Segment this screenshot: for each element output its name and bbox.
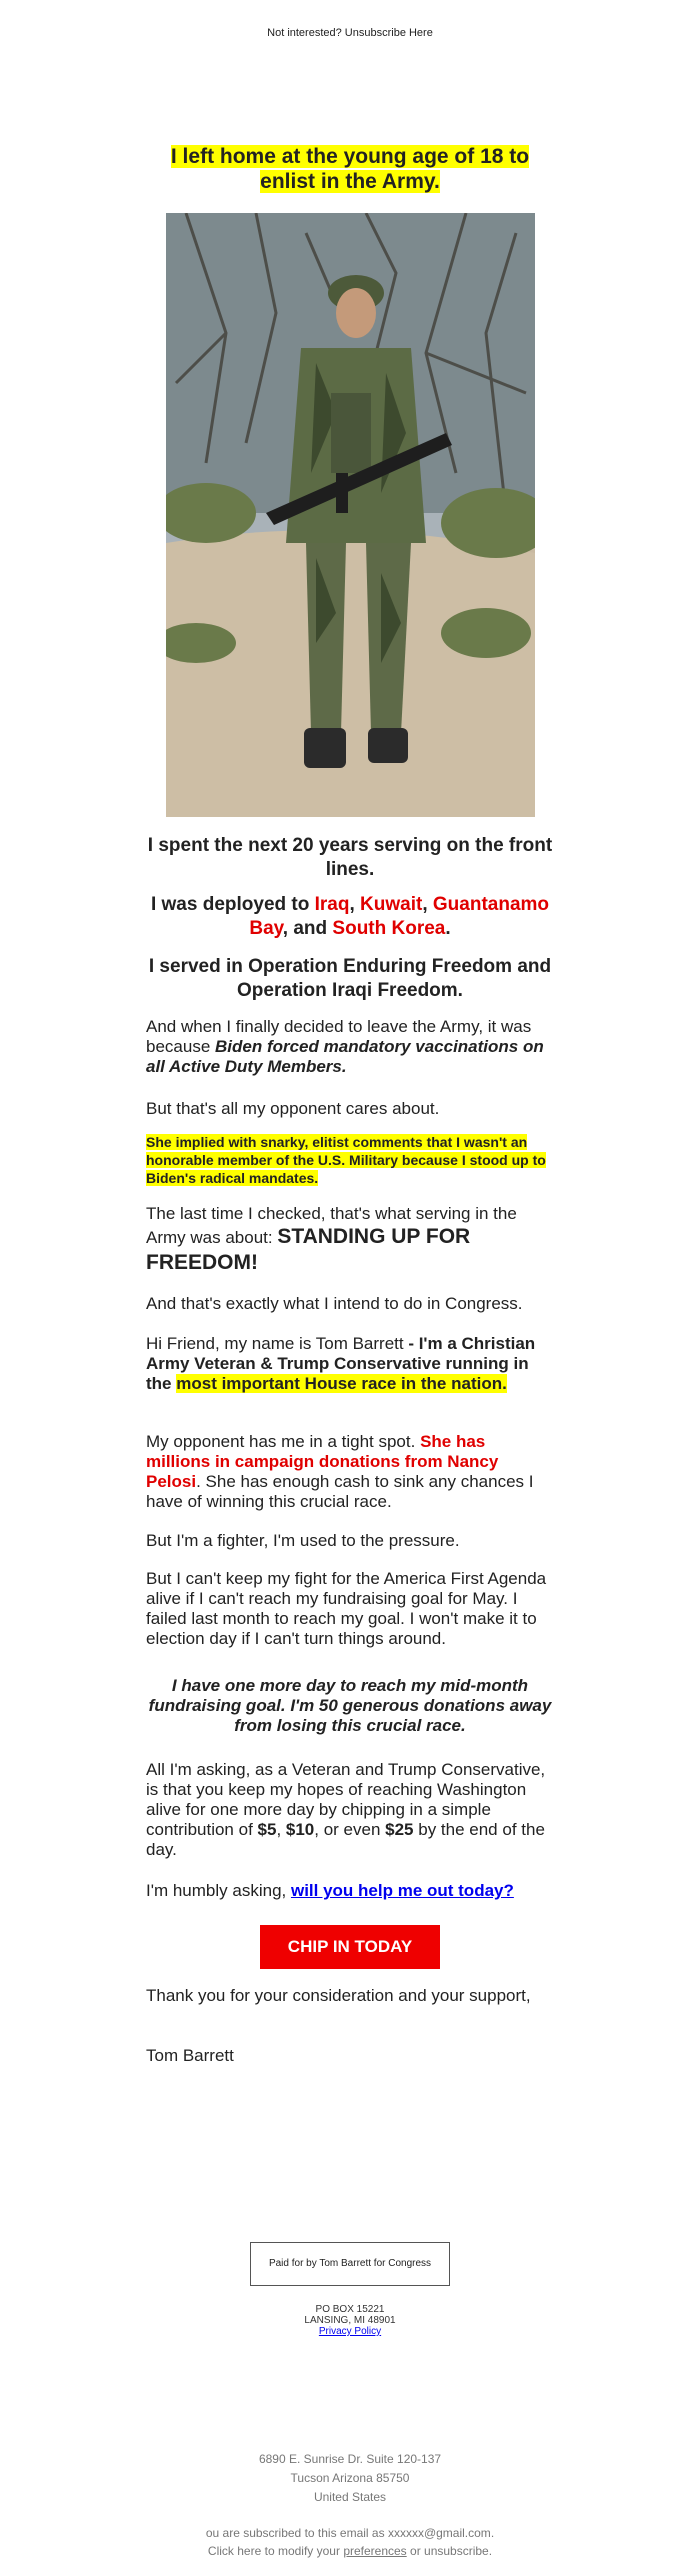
footer-address1: 6890 E. Sunrise Dr. Suite 120-137 — [258, 2452, 442, 2466]
subscriber-email: xxxxxx@gmail.com — [387, 2526, 491, 2540]
soldier-photo-art — [166, 213, 535, 817]
help-link[interactable]: will you help me out today? — [290, 1881, 514, 1900]
paragraph-fundraising: But I can't keep my fight for the America First Agenda alive if I can't reach my fundraising goal for May. I failed last month to reach my goal. I won't make it to election day if I can't turn things around. — [146, 1569, 547, 1648]
preferences-link[interactable]: preferences — [343, 2544, 407, 2558]
paragraph-intro: Hi Friend, my name is Tom Barrett - I'm a Christian Army Veteran & Trump Conservative running in the most important House race in the nation. — [146, 1334, 536, 1393]
place-kuwait: Kuwait — [360, 894, 423, 915]
paragraph-leave-army: And when I finally decided to leave the Army, it was because Biden forced mandatory vaccinations on all Active Duty Members. — [146, 1017, 544, 1076]
unsubscribe-link[interactable]: Not interested? Unsubscribe Here — [267, 27, 433, 39]
place-guantanamo: Guantanamo Bay — [249, 894, 550, 939]
paragraph-opponent-cares: But that's all my opponent cares about. — [146, 1099, 440, 1118]
deployments: I was deployed to Iraq, Kuwait, Guantanamo Bay, and South Korea. — [150, 894, 550, 939]
header — [0, 27, 700, 39]
paragraph-humbly-asking: I'm humbly asking, will you help me out today? — [146, 1881, 514, 1900]
paragraph-congress: And that's exactly what I intend to do in Congress. — [146, 1294, 523, 1313]
privacy-line — [0, 2326, 700, 2337]
paragraph-ask: All I'm asking, as a Veteran and Trump Conservative, is that you keep my hopes of reaching Washington alive for one more day by chipping in a simple contribution of $5, $10, or even $25 by the end of the day. — [146, 1760, 546, 1859]
paragraph-tight-spot: My opponent has me in a tight spot. She has millions in campaign donations from Nancy Pelosi. She has enough cash to sink any chances I have of winning this crucial race. — [146, 1432, 534, 1511]
paragraph-thanks: Thank you for your consideration and your support, — [146, 1986, 531, 2005]
preferences-line: Click here to modify your preferences or unsubscribe. — [207, 2544, 493, 2558]
headline — [146, 144, 554, 194]
city: LANSING, MI 48901 — [304, 2315, 396, 2326]
signature: Tom Barrett — [146, 2046, 234, 2065]
paid-for-box: Paid for by Tom Barrett for Congress — [250, 2242, 450, 2286]
subscription-note: ou are subscribed to this email as xxxxxx@gmail.com. — [205, 2526, 495, 2540]
chip-in-button[interactable]: CHIP IN TODAY — [260, 1925, 440, 1969]
paragraph-fighter: But I'm a fighter, I'm used to the pressure. — [146, 1531, 460, 1550]
place-korea: South Korea — [332, 918, 446, 939]
operations: I served in Operation Enduring Freedom and Operation Iraqi Freedom. — [148, 956, 552, 1001]
footer-country: United States — [313, 2490, 387, 2504]
po-box: PO BOX 15221 — [315, 2304, 385, 2315]
soldier-photo — [166, 213, 535, 817]
place-iraq: Iraq — [314, 894, 350, 915]
service-years: I spent the next 20 years serving on the front lines. — [147, 835, 553, 880]
paragraph-snarky: She implied with snarky, elitist comments that I wasn't an honorable member of the U.S. Military because I stood up to Biden's radical mandates. — [146, 1134, 546, 1186]
privacy-policy-link[interactable]: Privacy Policy — [318, 2326, 382, 2337]
paragraph-one-more-day: I have one more day to reach my mid-month fundraising goal. I'm 50 generous donations away from losing this crucial race. — [148, 1676, 552, 1735]
paragraph-standing-up: The last time I checked, that's what serving in the Army was about: STANDING UP FOR FREEDOM! — [146, 1204, 517, 1274]
footer-address2: Tucson Arizona 85750 — [290, 2471, 410, 2485]
headline-text: I left home at the young age of 18 to enlist in the Army. — [170, 145, 530, 193]
